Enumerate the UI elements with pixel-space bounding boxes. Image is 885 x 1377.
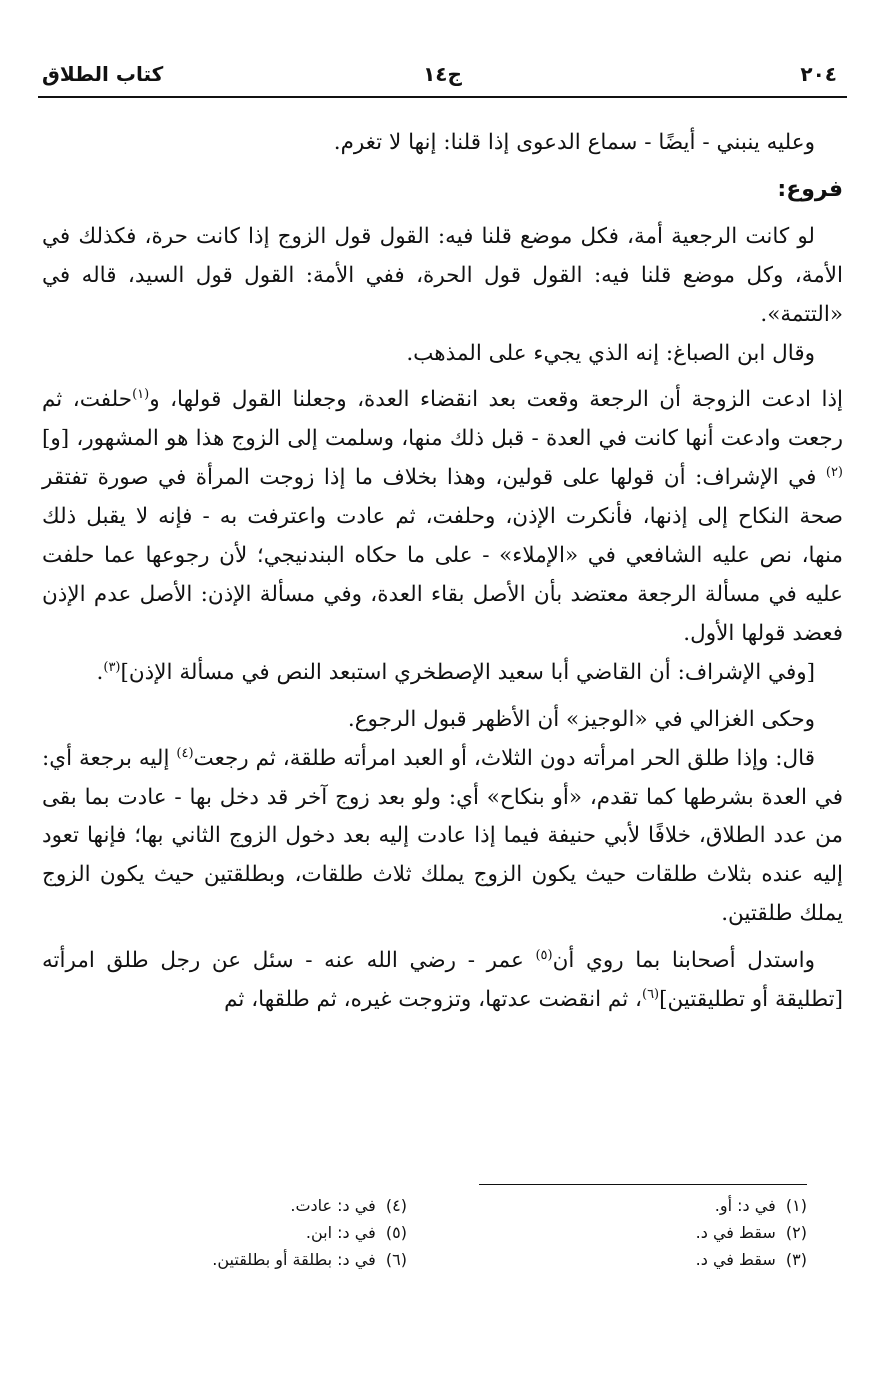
paragraph <box>42 740 843 935</box>
paragraph-text: وقال ابن الصباغ: إنه الذي يجيء على المذهب. <box>406 340 815 366</box>
footnote-number: (٥) <box>385 1223 407 1242</box>
paragraph-text: وعليه ينبني - أيضًا - سماع الدعوى إذا قلنا: إنها لا تغرم. <box>333 130 815 155</box>
footnote-number: (٢) <box>785 1223 807 1242</box>
paragraph-text: . <box>96 659 104 685</box>
paragraph <box>42 335 843 374</box>
footnote-divider <box>479 1184 807 1185</box>
volume-number: ج١٤ <box>423 62 462 86</box>
paragraph-text: حلفت، ثم رجعت وادعت أنها كانت في العدة - قبل ذلك منها، وسلمت إلى الزوج هذا هو المشهور، [و] <box>42 387 843 452</box>
footnote-number: (٤) <box>385 1196 407 1215</box>
paragraph <box>42 218 843 335</box>
footnote <box>507 1192 807 1219</box>
footnote-ref[interactable]: (١) <box>132 387 150 403</box>
paragraph <box>42 381 843 653</box>
paragraph-text: قال: وإذا طلق الحر امرأته دون الثلاث، أو العبد امرأته طلقة، ثم رجعت <box>193 745 815 771</box>
paragraph-text: إليه برجعة أي: في العدة بشرطها كما تقدم، «أو بنكاح» أي: ولو بعد زوج آخر قد دخل بها - عادت بما بقى من عدد الطلاق، خلافًا لأبي حنيفة فيما إذا عادت إليه بعد دخول الزوج الثاني بها؛ فإنها تعود إليه عنده بثلاث طلقات حيث يكون الزوج يملك ثلاث طلقات، وبطلقتين حيث يكون الزوج يملك طلقتين. <box>42 745 843 927</box>
paragraph <box>42 942 843 1020</box>
footnote <box>507 1246 807 1273</box>
main-text <box>42 124 843 1020</box>
paragraph-text: لو كانت الرجعية أمة، فكل موضع قلنا فيه: القول قول الزوج إذا كانت حرة، فكذلك في الأمة، وكل موضع قلنا فيه: القول قول الحرة، ففي الأمة: القول قول السيد، قاله في «التتمة». <box>42 223 843 327</box>
footnote-ref[interactable]: (٤) <box>176 745 194 761</box>
footnote-number: (١) <box>785 1196 807 1215</box>
footnote-column-right <box>507 1192 807 1273</box>
footnote-text: في د: عادت. <box>290 1196 376 1215</box>
footnote-ref[interactable]: (٢) <box>825 465 843 481</box>
paragraph-text: وحكى الغزالي في «الوجيز» أن الأظهر قبول الرجوع. <box>347 706 815 732</box>
footnote-column-left <box>107 1192 407 1273</box>
footnote-text: سقط في د. <box>695 1250 776 1269</box>
paragraph <box>42 124 843 163</box>
footnote-text: في د: بطلقة أو بطلقتين. <box>212 1250 376 1269</box>
footnote <box>107 1219 407 1246</box>
book-title: كتاب الطلاق <box>42 62 164 86</box>
paragraph <box>42 654 843 693</box>
section-heading: فروع: <box>777 176 843 202</box>
paragraph-text: إذا ادعت الزوجة أن الرجعة وقعت بعد انقضاء العدة، وجعلنا القول قولها، و <box>149 387 843 413</box>
footnote-text: في د: ابن. <box>305 1223 376 1242</box>
paragraph-text: ، ثم انقضت عدتها، وتزوجت غيره، ثم طلقها، ثم <box>224 987 642 1013</box>
footnote <box>507 1219 807 1246</box>
footnote-ref[interactable]: (٦) <box>641 986 660 1002</box>
footnote-number: (٣) <box>785 1250 807 1269</box>
footnote-text: في د: أو. <box>714 1196 776 1215</box>
footnote <box>107 1192 407 1219</box>
footnote-ref[interactable]: (٥) <box>535 947 553 963</box>
paragraph-text: عمر - رضي الله عنه - سئل عن رجل طلق امرأته [تطليقة أو تطليقتين] <box>42 948 843 1013</box>
running-header <box>38 56 847 98</box>
paragraph-text: في الإشراف: أن قولها على قولين، وهذا بخلاف ما إذا زوجت المرأة في صورة تفتقر صحة النكاح إلى إذنها، فأنكرت الإذن، وحلفت، ثم عادت واعترفت به - فإنه لا يقبل ذلك منها، نص عليه الشافعي في «الإملاء» - على ما حكاه البندنيجي؛ لأن رجوعها عما حلفت عليه في مسألة الرجعة معتضد بأن الأصل بقاء العدة، وفي مسألة الإذن: الأصل عدم الإذن فعضد قولها الأول. <box>42 465 843 646</box>
footnote-text: سقط في د. <box>695 1223 776 1242</box>
paragraph <box>42 701 843 740</box>
paragraph-text: [وفي الإشراف: أن القاضي أبا سعيد الإصطخري استبعد النص في مسألة الإذن] <box>120 659 815 685</box>
paragraph-text: واستدل أصحابنا بما روي أن <box>552 948 815 974</box>
footnote-ref[interactable]: (٣) <box>103 659 121 675</box>
footnote-number: (٦) <box>385 1250 407 1269</box>
page-number: ٢٠٤ <box>800 62 837 86</box>
footnote <box>107 1246 407 1273</box>
